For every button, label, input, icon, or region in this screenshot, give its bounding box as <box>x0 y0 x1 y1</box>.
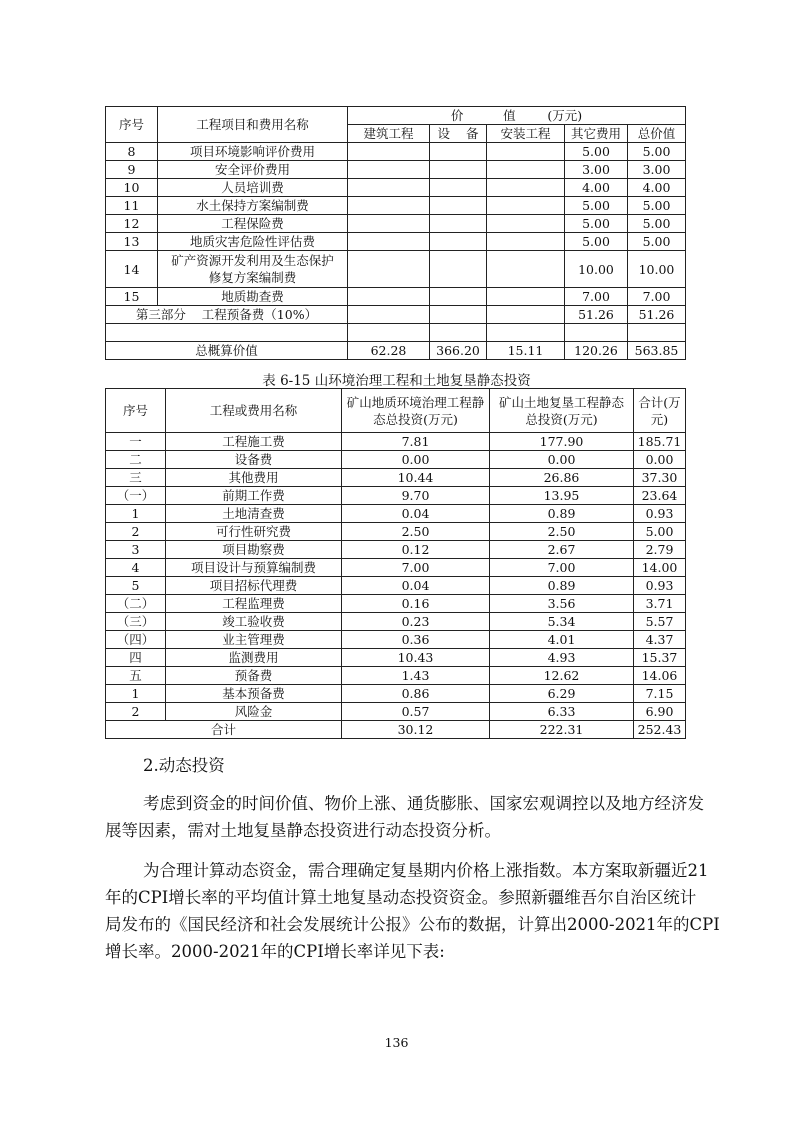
row-equip <box>430 179 487 197</box>
row-name: 水土保持方案编制费 <box>158 197 348 215</box>
row-name: 监测费用 <box>166 649 342 667</box>
blank-install <box>487 324 565 342</box>
table-row <box>106 703 686 721</box>
header-seq: 序号 <box>106 389 166 433</box>
row-land-reclaim: 0.00 <box>490 451 634 469</box>
row-sum: 23.64 <box>634 487 686 505</box>
row-sum: 5.57 <box>634 613 686 631</box>
row-sum: 37.30 <box>634 469 686 487</box>
para2-line3: 局发布的《国民经济和社会发展统计公报》公布的数据，计算出2000-2021年的CPI <box>105 915 720 934</box>
row-seq: 11 <box>106 197 158 215</box>
header-name: 工程项目和费用名称 <box>158 107 348 143</box>
row-build <box>348 179 430 197</box>
row-land-reclaim: 0.89 <box>490 505 634 523</box>
row-seq: 12 <box>106 215 158 233</box>
row-name: 项目招标代理费 <box>166 577 342 595</box>
table-row-part3 <box>106 306 686 324</box>
row-equip <box>430 161 487 179</box>
row-sum: 0.00 <box>634 451 686 469</box>
row-other: 5.00 <box>565 143 628 161</box>
row-install <box>487 143 565 161</box>
row-seq: 二 <box>106 451 166 469</box>
total-name: 总概算价值 <box>106 342 348 360</box>
para1-line2: 展等因素，需对土地复垦静态投资进行动态投资分析。 <box>105 821 501 840</box>
section-heading: 2.动态投资 <box>143 756 225 775</box>
para2-line1: 为合理计算动态资金，需合理确定复垦期内价格上涨指数。本方案取新疆近21 <box>143 861 709 880</box>
part3-equip <box>430 306 487 324</box>
header-seq: 序号 <box>106 107 158 143</box>
blank-equip <box>430 324 487 342</box>
row-seq: 一 <box>106 433 166 451</box>
row-geo-env: 7.00 <box>342 559 490 577</box>
total-install: 15.11 <box>487 342 565 360</box>
row-install <box>487 233 565 251</box>
header-land-reclaim: 矿山土地复垦工程静态总投资(万元) <box>490 389 634 433</box>
row-land-reclaim: 2.50 <box>490 523 634 541</box>
row-equip <box>430 215 487 233</box>
table-row <box>106 685 686 703</box>
row-build <box>348 251 430 288</box>
header-equip: 设 备 <box>430 125 487 143</box>
row-equip <box>430 288 487 306</box>
table-row <box>106 233 686 251</box>
row-other: 10.00 <box>565 251 628 288</box>
row-land-reclaim: 5.34 <box>490 613 634 631</box>
blank-total <box>628 324 686 342</box>
row-total: 5.00 <box>628 233 686 251</box>
table-row <box>106 451 686 469</box>
row-geo-env: 0.12 <box>342 541 490 559</box>
row-seq: 8 <box>106 143 158 161</box>
row-name: 预备费 <box>166 667 342 685</box>
header-name: 工程或费用名称 <box>166 389 342 433</box>
table-row <box>106 577 686 595</box>
row-seq: （四） <box>106 631 166 649</box>
row-total: 3.00 <box>628 161 686 179</box>
row-geo-env: 0.00 <box>342 451 490 469</box>
row-seq: 13 <box>106 233 158 251</box>
row-geo-env: 0.36 <box>342 631 490 649</box>
row-geo-env: 10.43 <box>342 649 490 667</box>
row-sum: 7.15 <box>634 685 686 703</box>
total-name: 合计 <box>106 721 342 739</box>
row-geo-env: 1.43 <box>342 667 490 685</box>
row-geo-env: 0.23 <box>342 613 490 631</box>
row-land-reclaim: 6.29 <box>490 685 634 703</box>
table-row <box>106 251 686 288</box>
para1-line1: 考虑到资金的时间价值、物价上涨、通货膨胀、国家宏观调控以及地方经济发 <box>143 794 704 813</box>
row-name: 其他费用 <box>166 469 342 487</box>
row-sum: 6.90 <box>634 703 686 721</box>
header-build: 建筑工程 <box>348 125 430 143</box>
part3-build <box>348 306 430 324</box>
total-total: 563.85 <box>628 342 686 360</box>
row-land-reclaim: 26.86 <box>490 469 634 487</box>
total-land-reclaim: 222.31 <box>490 721 634 739</box>
row-seq: 14 <box>106 251 158 288</box>
row-name: 地质灾害危险性评估费 <box>158 233 348 251</box>
row-seq: 五 <box>106 667 166 685</box>
total-geo-env: 30.12 <box>342 721 490 739</box>
table-row <box>106 541 686 559</box>
table-row <box>106 161 686 179</box>
row-name: 设备费 <box>166 451 342 469</box>
row-seq: （二） <box>106 595 166 613</box>
total-sum: 252.43 <box>634 721 686 739</box>
row-sum: 185.71 <box>634 433 686 451</box>
row-name: 矿产资源开发利用及生态保护修复方案编制费 <box>158 251 348 288</box>
row-sum: 0.93 <box>634 577 686 595</box>
blank-name <box>106 324 348 342</box>
row-other: 5.00 <box>565 233 628 251</box>
part3-other: 51.26 <box>565 306 628 324</box>
row-other: 3.00 <box>565 161 628 179</box>
table-row-blank <box>106 324 686 342</box>
row-geo-env: 0.16 <box>342 595 490 613</box>
header-geo-env: 矿山地质环境治理工程静态总投资(万元) <box>342 389 490 433</box>
row-other: 4.00 <box>565 179 628 197</box>
row-equip <box>430 233 487 251</box>
table-row <box>106 433 686 451</box>
row-land-reclaim: 13.95 <box>490 487 634 505</box>
table-row <box>106 179 686 197</box>
row-other: 5.00 <box>565 215 628 233</box>
row-name: 基本预备费 <box>166 685 342 703</box>
row-seq: 四 <box>106 649 166 667</box>
row-seq: 15 <box>106 288 158 306</box>
row-name: 业主管理费 <box>166 631 342 649</box>
table-row <box>106 667 686 685</box>
row-geo-env: 10.44 <box>342 469 490 487</box>
row-sum: 2.79 <box>634 541 686 559</box>
table-row <box>106 469 686 487</box>
row-name: 可行性研究费 <box>166 523 342 541</box>
header-install: 安装工程 <box>487 125 565 143</box>
row-name: 竣工验收费 <box>166 613 342 631</box>
row-seq: （三） <box>106 613 166 631</box>
table-row-total <box>106 721 686 739</box>
row-seq: 2 <box>106 523 166 541</box>
row-name: 工程保险费 <box>158 215 348 233</box>
row-install <box>487 251 565 288</box>
row-total: 5.00 <box>628 197 686 215</box>
row-other: 7.00 <box>565 288 628 306</box>
row-seq: 1 <box>106 505 166 523</box>
table-row <box>106 143 686 161</box>
row-equip <box>430 197 487 215</box>
row-total: 5.00 <box>628 143 686 161</box>
row-name: 土地清查费 <box>166 505 342 523</box>
total-equip: 366.20 <box>430 342 487 360</box>
row-build <box>348 233 430 251</box>
row-sum: 0.93 <box>634 505 686 523</box>
blank-build <box>348 324 430 342</box>
row-build <box>348 215 430 233</box>
row-name: 人员培训费 <box>158 179 348 197</box>
row-total: 10.00 <box>628 251 686 288</box>
row-name: 项目勘察费 <box>166 541 342 559</box>
project-cost-table <box>105 106 686 360</box>
page-number: 136 <box>384 1035 409 1050</box>
part3-name: 第三部分 工程预备费（10%） <box>106 306 348 324</box>
row-name: 项目设计与预算编制费 <box>166 559 342 577</box>
para2-line4: 增长率。2000-2021年的CPI增长率详见下表: <box>105 942 445 961</box>
row-equip <box>430 143 487 161</box>
static-investment-table <box>105 388 686 739</box>
row-total: 7.00 <box>628 288 686 306</box>
row-geo-env: 9.70 <box>342 487 490 505</box>
table-row <box>106 595 686 613</box>
row-total: 4.00 <box>628 179 686 197</box>
table-row <box>106 505 686 523</box>
row-land-reclaim: 3.56 <box>490 595 634 613</box>
row-land-reclaim: 4.93 <box>490 649 634 667</box>
table-row <box>106 288 686 306</box>
row-install <box>487 197 565 215</box>
header-total: 总价值 <box>628 125 686 143</box>
table-row <box>106 215 686 233</box>
row-geo-env: 0.57 <box>342 703 490 721</box>
table-row <box>106 559 686 577</box>
header-sum: 合计(万元) <box>634 389 686 433</box>
blank-other <box>565 324 628 342</box>
row-build <box>348 288 430 306</box>
header-value-group: 价 值 (万元) <box>348 107 686 125</box>
row-name: 安全评价费用 <box>158 161 348 179</box>
table-row <box>106 631 686 649</box>
header-other: 其它费用 <box>565 125 628 143</box>
table-caption: 表 6-15 山环境治理工程和土地复垦静态投资 <box>262 373 531 389</box>
total-build: 62.28 <box>348 342 430 360</box>
row-seq: 1 <box>106 685 166 703</box>
table-row-total <box>106 342 686 360</box>
row-land-reclaim: 0.89 <box>490 577 634 595</box>
row-seq: 三 <box>106 469 166 487</box>
row-total: 5.00 <box>628 215 686 233</box>
row-geo-env: 0.04 <box>342 505 490 523</box>
row-name: 项目环境影响评价费用 <box>158 143 348 161</box>
part3-install <box>487 306 565 324</box>
row-build <box>348 197 430 215</box>
row-seq: 3 <box>106 541 166 559</box>
para2-line2: 年的CPI增长率的平均值计算土地复垦动态投资资金。参照新疆维吾尔自治区统计 <box>105 888 697 907</box>
row-other: 5.00 <box>565 197 628 215</box>
row-install <box>487 288 565 306</box>
row-land-reclaim: 177.90 <box>490 433 634 451</box>
row-land-reclaim: 6.33 <box>490 703 634 721</box>
row-seq: 9 <box>106 161 158 179</box>
row-sum: 14.06 <box>634 667 686 685</box>
table-row <box>106 197 686 215</box>
row-name: 前期工作费 <box>166 487 342 505</box>
row-land-reclaim: 2.67 <box>490 541 634 559</box>
row-name: 工程施工费 <box>166 433 342 451</box>
row-name: 风险金 <box>166 703 342 721</box>
row-seq: 10 <box>106 179 158 197</box>
row-sum: 14.00 <box>634 559 686 577</box>
row-geo-env: 2.50 <box>342 523 490 541</box>
row-land-reclaim: 4.01 <box>490 631 634 649</box>
row-install <box>487 161 565 179</box>
row-name: 工程监理费 <box>166 595 342 613</box>
row-seq: （一） <box>106 487 166 505</box>
table-row <box>106 523 686 541</box>
row-geo-env: 0.04 <box>342 577 490 595</box>
row-geo-env: 7.81 <box>342 433 490 451</box>
part3-total: 51.26 <box>628 306 686 324</box>
row-name: 地质勘查费 <box>158 288 348 306</box>
row-sum: 4.37 <box>634 631 686 649</box>
row-install <box>487 215 565 233</box>
row-land-reclaim: 12.62 <box>490 667 634 685</box>
table-row <box>106 613 686 631</box>
row-sum: 3.71 <box>634 595 686 613</box>
row-seq: 5 <box>106 577 166 595</box>
row-build <box>348 161 430 179</box>
row-seq: 2 <box>106 703 166 721</box>
total-other: 120.26 <box>565 342 628 360</box>
row-seq: 4 <box>106 559 166 577</box>
row-sum: 5.00 <box>634 523 686 541</box>
row-equip <box>430 251 487 288</box>
row-land-reclaim: 7.00 <box>490 559 634 577</box>
table-row <box>106 649 686 667</box>
row-geo-env: 0.86 <box>342 685 490 703</box>
table-row <box>106 487 686 505</box>
row-build <box>348 143 430 161</box>
row-sum: 15.37 <box>634 649 686 667</box>
row-install <box>487 179 565 197</box>
